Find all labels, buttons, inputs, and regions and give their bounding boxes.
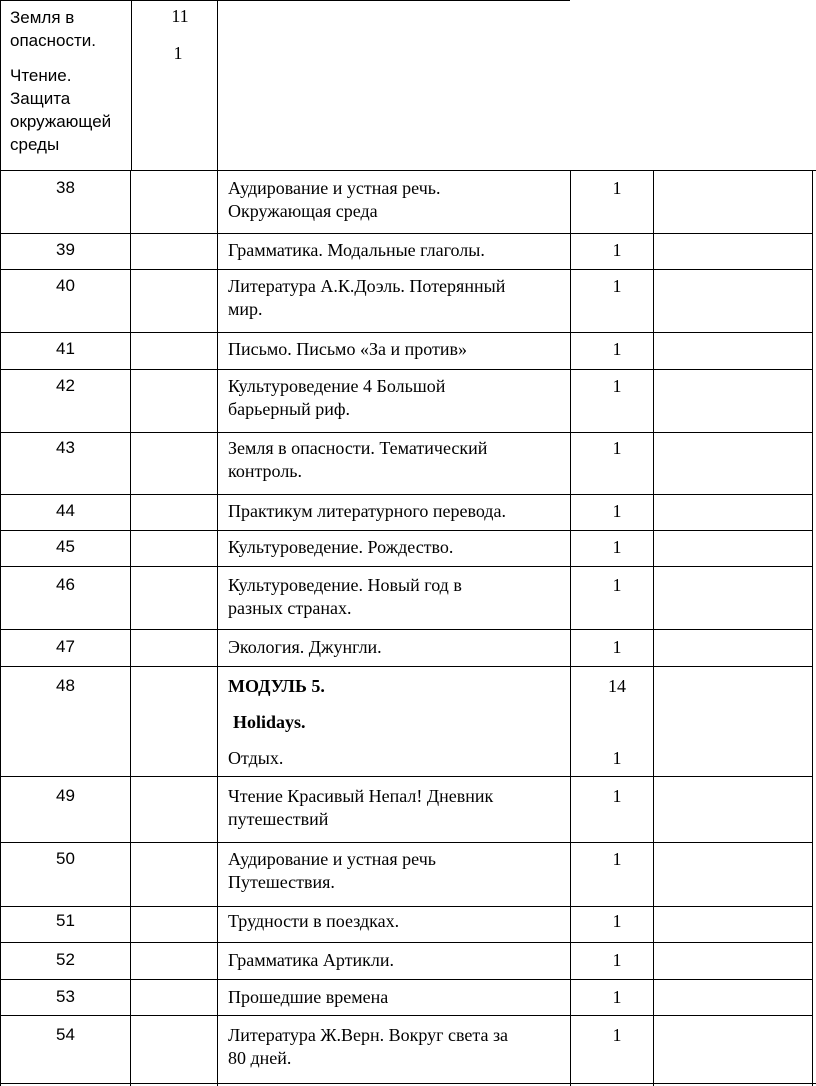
row-divider [0,432,813,433]
row-topic: Чтение Красивый Непал! Дневник путешествий [228,786,494,829]
row-number: 47 [56,637,75,656]
row-hours: 1 [612,376,622,396]
row-hours: 1 [612,911,622,931]
row-topic: Письмо. Письмо «За и против» [228,339,467,359]
row-number: 39 [56,240,75,259]
row-topic: Экология. Джунгли. [228,637,382,657]
row-divider [0,842,813,843]
row-number: 51 [56,911,75,930]
table-border [812,170,813,1086]
row-number: 38 [56,178,75,197]
row-topic: Литература Ж.Верн. Вокруг света за 80 дней. [228,1025,509,1068]
row-hours: 1 [612,276,622,296]
row-number: 43 [56,438,75,457]
row-hours: 1 [612,748,622,768]
row-divider [0,269,813,270]
row-divider [0,776,813,777]
row-hours: 1 [612,240,622,260]
row-hours: 1 [612,339,622,359]
table-border [0,0,570,1]
row-number: 52 [56,950,75,969]
row-divider [0,494,813,495]
row-divider [0,233,813,234]
row-topic: Отдых. [228,748,284,768]
row-divider [0,629,813,630]
row-divider [0,1015,813,1016]
row-number: 41 [56,339,75,358]
row-number: 45 [56,537,75,556]
row-hours: 1 [612,637,622,657]
row-divider [0,666,813,667]
module-hours: 14 [608,676,626,696]
row-divider [0,530,813,531]
row-hours: 1 [612,786,622,806]
row-hours: 1 [612,537,622,557]
row-topic: Грамматика. Модальные глаголы. [228,240,485,260]
row-hours: 1 [612,438,622,458]
row-topic: Аудирование и устная речь Путешествия. [228,849,436,892]
row-number: 46 [56,575,75,594]
table-border [217,0,218,1086]
row-divider [0,369,813,370]
row-topic: Земля в опасности. Тематический контроль. [228,438,488,481]
row-topic: Культуроведение 4 Большой барьерный риф. [228,376,446,419]
table-border [0,1083,816,1084]
row-topic: Прошедшие времена [228,987,389,1007]
row-hours: 1 [612,987,622,1007]
row-topic: Аудирование и устная речь. Окружающая среда [228,178,441,221]
row-divider [0,906,813,907]
top-hours: 11 [171,6,189,26]
row-number: 54 [56,1025,75,1044]
row-topic: Культуроведение. Новый год в разных странах. [228,575,462,618]
row-number: 50 [56,849,75,868]
row-topic: Практикум литературного перевода. [228,501,506,521]
row-number: 40 [56,276,75,295]
row-topic: Культуроведение. Рождество. [228,537,454,557]
row-hours: 1 [612,849,622,869]
row-number: 44 [56,501,75,520]
module-subtitle: Holidays. [233,712,306,732]
top-hours: 1 [173,43,183,63]
row-divider [0,979,813,980]
row-topic: Грамматика Артикли. [228,950,395,970]
module-title: МОДУЛЬ 5. [228,676,325,696]
row-divider [0,942,813,943]
row-hours: 1 [612,575,622,595]
row-hours: 1 [612,950,622,970]
top-cell-text: Земля в опасности. [10,8,96,50]
row-divider [0,332,813,333]
row-divider [0,566,813,567]
row-topic: Трудности в поездках. [228,911,400,931]
row-number: 53 [56,987,75,1006]
table-border [0,170,816,171]
row-hours: 1 [612,501,622,521]
row-number: 42 [56,376,75,395]
row-number: 48 [56,676,75,695]
row-hours: 1 [612,1025,622,1045]
row-number: 49 [56,786,75,805]
row-topic: Литература А.К.Доэль. Потерянный мир. [228,276,506,319]
top-cell-text: Чтение. Защита окружающей среды [10,66,112,154]
row-hours: 1 [612,178,622,198]
